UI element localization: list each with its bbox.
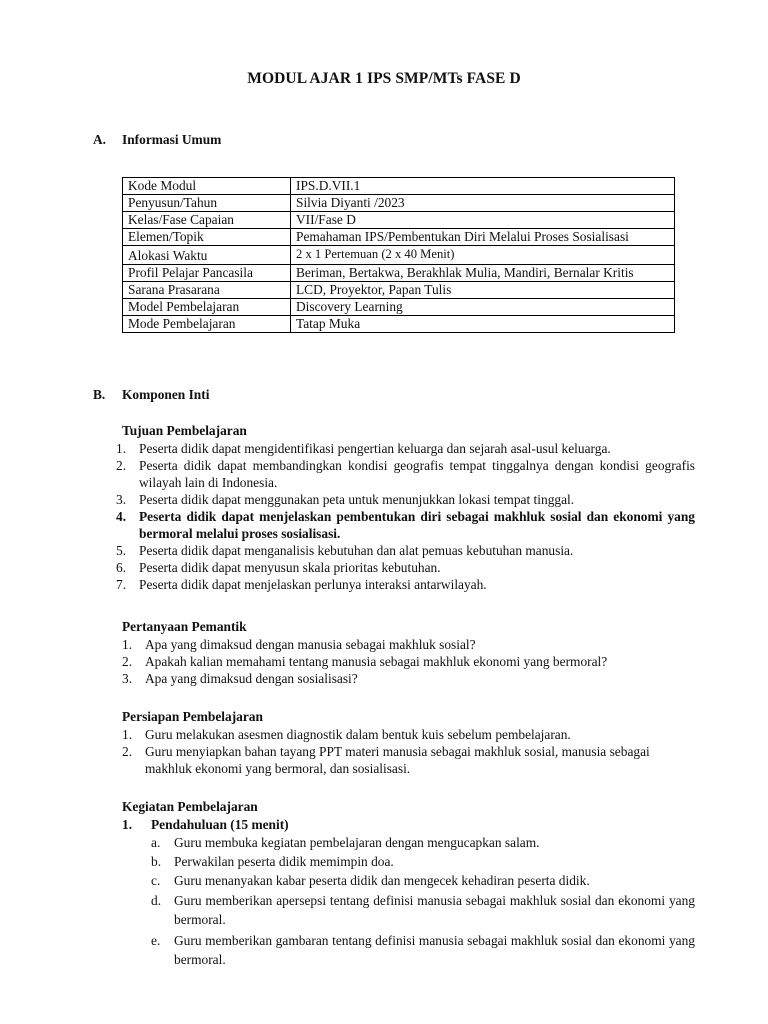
item-text: Guru melakukan asesmen diagnostik dalam bentuk kuis sebelum pembelajaran.: [145, 727, 571, 742]
list-item: [116, 457, 695, 491]
table-row: [123, 282, 675, 299]
item-number: 2.: [116, 458, 127, 473]
info-key: Kelas/Fase Capaian: [123, 212, 291, 229]
table-row: [123, 265, 675, 282]
info-key: Elemen/Topik: [123, 229, 291, 246]
item-number: 6.: [116, 560, 127, 575]
item-text: Guru menyiapkan bahan tayang PPT materi manusia sebagai makhluk sosial, manusia sebagai makhluk ekonomi yang bermoral, dan sosialisasi.: [145, 744, 650, 776]
item-text: Peserta didik dapat menganalisis kebutuhan dan alat pemuas kebutuhan manusia.: [139, 543, 574, 558]
info-key: Alokasi Waktu: [123, 246, 291, 265]
list-item: [151, 853, 695, 870]
persiapan-list: [122, 726, 682, 777]
info-value: IPS.D.VII.1: [291, 178, 675, 195]
item-number: 1.: [122, 727, 133, 742]
item-text: Peserta didik dapat mengidentifikasi pengertian keluarga dan sejarah asal-usul keluarga.: [139, 441, 611, 456]
persiapan-heading: Persiapan Pembelajaran: [122, 709, 263, 724]
item-text: Apakah kalian memahami tentang manusia sebagai makhluk ekonomi yang bermoral?: [145, 654, 608, 669]
list-item: [116, 559, 695, 576]
info-key: Mode Pembelajaran: [123, 316, 291, 333]
item-text: Peserta didik dapat membandingkan kondisi geografis tempat tinggalnya dengan kondisi geografis wilayah lain di Indonesia.: [139, 458, 695, 490]
item-text: Guru membuka kegiatan pembelajaran dengan mengucapkan salam.: [174, 835, 540, 850]
list-item: [116, 508, 695, 542]
list-item: [116, 491, 695, 508]
section-a-heading: [93, 131, 221, 148]
item-text: Peserta didik dapat menyusun skala prioritas kebutuhan.: [139, 560, 441, 575]
item-letter: b.: [151, 854, 162, 869]
section-a-label: Informasi Umum: [122, 132, 222, 147]
list-item: [122, 726, 682, 743]
item-text: Peserta didik dapat menjelaskan perlunya interaksi antarwilayah.: [139, 577, 487, 592]
list-item: [122, 636, 702, 653]
list-item: [151, 834, 695, 851]
item-number: 1.: [122, 637, 133, 652]
info-value: 2 x 1 Pertemuan (2 x 40 Menit): [291, 246, 675, 265]
info-key: Penyusun/Tahun: [123, 195, 291, 212]
item-number: 1.: [116, 441, 127, 456]
item-letter: a.: [151, 835, 161, 850]
info-value: VII/Fase D: [291, 212, 675, 229]
item-number: 3.: [122, 671, 133, 686]
info-value: Pemahaman IPS/Pembentukan Diri Melalui Proses Sosialisasi: [291, 229, 675, 246]
section-a-letter: A.: [93, 132, 107, 147]
kegiatan-heading: Kegiatan Pembelajaran: [122, 799, 258, 814]
list-item: [122, 653, 702, 670]
phase-number: 1.: [122, 817, 133, 832]
item-number: 2.: [122, 654, 133, 669]
list-item: [122, 743, 682, 777]
item-letter: c.: [151, 873, 161, 888]
list-item: [151, 931, 695, 969]
table-row: [123, 212, 675, 229]
table-row: [123, 316, 675, 333]
item-text: Peserta didik dapat menjelaskan pembentukan diri sebagai makhluk sosial dan ekonomi yang bermoral melalui proses sosialisasi.: [139, 509, 695, 541]
item-text: Guru menanyakan kabar peserta didik dan mengecek kehadiran peserta didik.: [174, 873, 590, 888]
phase-label: Pendahuluan (15 menit): [151, 817, 289, 832]
info-value: Beriman, Bertakwa, Berakhlak Mulia, Mandiri, Bernalar Kritis: [291, 265, 675, 282]
item-letter: e.: [151, 933, 161, 948]
pemantik-list: [122, 636, 702, 687]
item-number: 2.: [122, 744, 133, 759]
info-value: LCD, Proyektor, Papan Tulis: [291, 282, 675, 299]
info-value: Silvia Diyanti /2023: [291, 195, 675, 212]
info-value: Discovery Learning: [291, 299, 675, 316]
list-item: [116, 576, 695, 593]
section-b-heading: [93, 386, 209, 403]
item-number: 4.: [116, 509, 127, 524]
item-text: Peserta didik dapat menggunakan peta untuk menunjukkan lokasi tempat tinggal.: [139, 492, 575, 507]
item-number: 7.: [116, 577, 127, 592]
info-key: Kode Modul: [123, 178, 291, 195]
list-item: [151, 891, 695, 929]
item-text: Guru memberikan apersepsi tentang definisi manusia sebagai makhluk sosial dan ekonomi yang bermoral.: [174, 893, 695, 927]
info-table: [122, 177, 675, 333]
tujuan-heading: Tujuan Pembelajaran: [122, 423, 247, 438]
pendahuluan-list: [151, 834, 695, 969]
list-item: [116, 542, 695, 559]
item-text: Guru memberikan gambaran tentang definisi manusia sebagai makhluk sosial dan ekonomi yang bermoral.: [174, 933, 695, 967]
table-row: [123, 195, 675, 212]
pendahuluan-heading: [122, 816, 289, 833]
info-key: Model Pembelajaran: [123, 299, 291, 316]
table-row: [123, 229, 675, 246]
item-letter: d.: [151, 893, 162, 908]
document-title: MODUL AJAR 1 IPS SMP/MTs FASE D: [247, 70, 521, 87]
pemantik-heading: Pertanyaan Pemantik: [122, 619, 247, 634]
item-text: Perwakilan peserta didik memimpin doa.: [174, 854, 394, 869]
list-item: [116, 440, 695, 457]
table-row: [123, 299, 675, 316]
info-value: Tatap Muka: [291, 316, 675, 333]
table-row: [123, 246, 675, 265]
list-item: [122, 670, 702, 687]
item-number: 5.: [116, 543, 127, 558]
tujuan-list: [116, 440, 695, 593]
info-key: Profil Pelajar Pancasila: [123, 265, 291, 282]
list-item: [151, 872, 695, 889]
item-number: 3.: [116, 492, 127, 507]
table-row: [123, 178, 675, 195]
info-key: Sarana Prasarana: [123, 282, 291, 299]
item-text: Apa yang dimaksud dengan sosialisasi?: [145, 671, 358, 686]
item-text: Apa yang dimaksud dengan manusia sebagai makhluk sosial?: [145, 637, 476, 652]
section-b-letter: B.: [93, 387, 106, 402]
section-b-label: Komponen Inti: [122, 387, 210, 402]
